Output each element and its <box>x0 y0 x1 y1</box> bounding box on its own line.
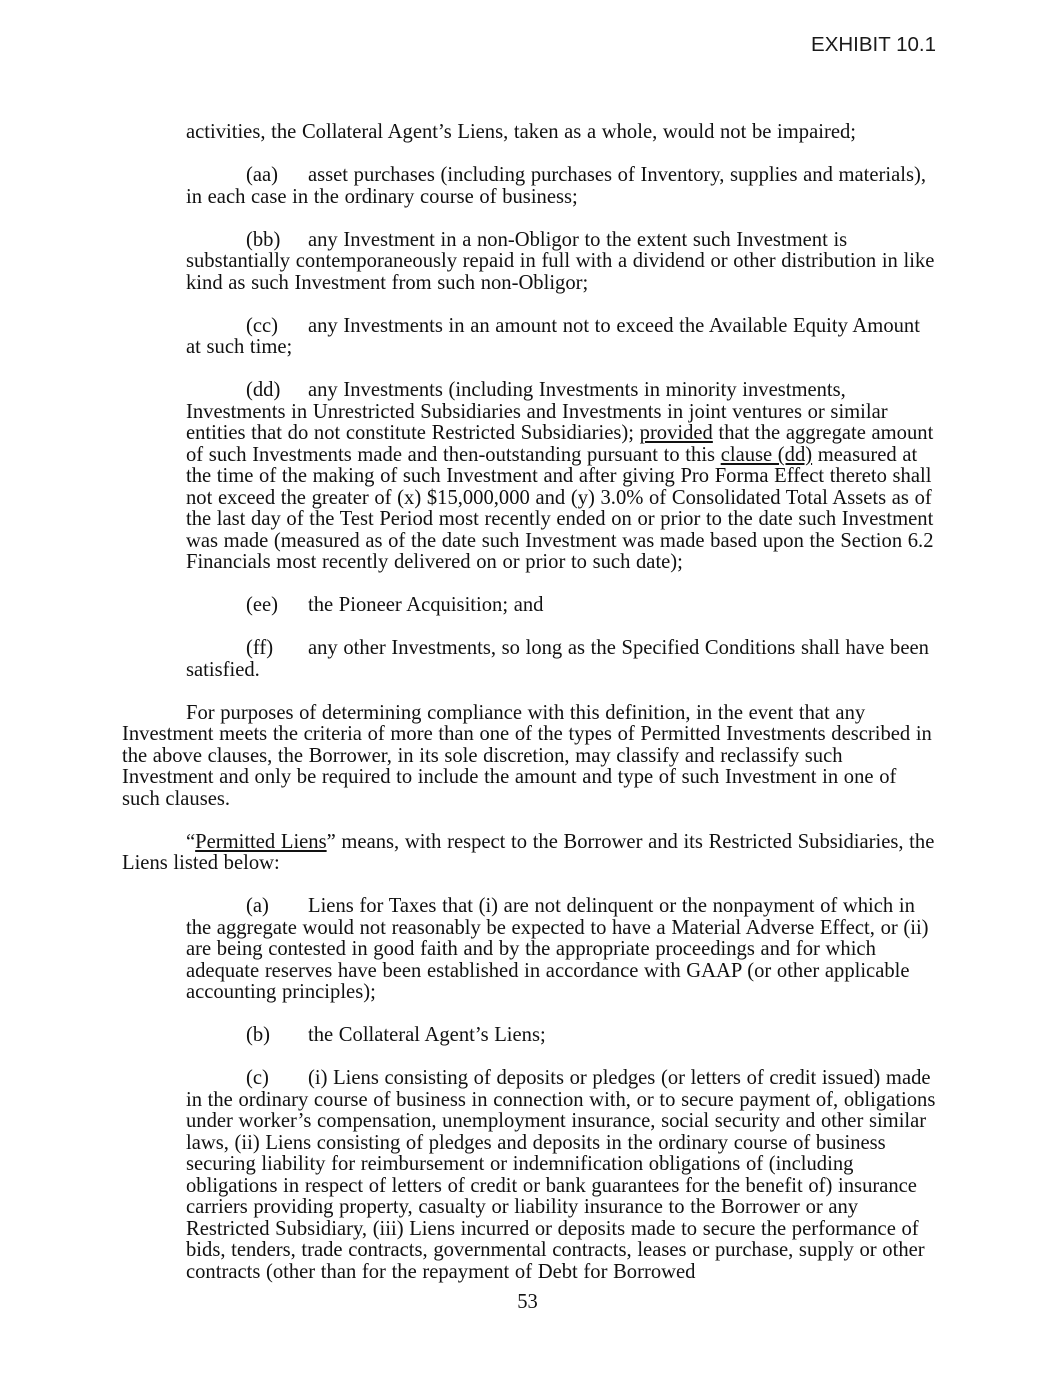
clause-paragraph <box>186 1068 936 1283</box>
document-body <box>122 122 936 1283</box>
clause-label: (a) <box>246 895 269 917</box>
text-run: any other Investments, so long as the Specified Conditions shall have been satisfied. <box>186 637 929 681</box>
exhibit-header: EXHIBIT 10.1 <box>811 33 936 56</box>
text-run: measured at the time of the making of such Investment and after giving Pro Forma Effect thereto shall not exceed the greater of (x) $15,000,000 and (y) 3.0% of Consolidated Total Assets as of the last day of the Test Period most recently ended on or prior to the date such Investment was made (measured as of the date such Investment was made based upon the Section 6.2 Financials most recently delivered on or prior to such date); <box>186 443 934 573</box>
paragraph <box>122 832 936 875</box>
clause-paragraph <box>186 165 936 208</box>
text-run: any Investments (including Investments in minority investments, Investments in Unrestricted Subsidiaries and Investments in joint ventures or similar entities that do not constitute Restricted Subsidiaries); <box>186 379 888 444</box>
clause-paragraph <box>186 595 936 617</box>
text-run: that the aggregate amount of such Investments made and then-outstanding pursuant to this <box>186 422 934 466</box>
text-run: (i) Liens consisting of deposits or pledges (or letters of credit issued) made in the ordinary course of business in connection with, or to secure payment of, obligations under worker’s compensation, unemployment insurance, social security and other similar laws, (ii) Liens consisting of pledges and deposits in the ordinary course of business securing liability for reimbursement or indemnification obligations of (including obligations in respect of letters of credit or bank guarantees for the benefit of) insurance carriers providing property, casualty or liability insurance to the Borrower or any Restricted Subsidiary, (iii) Liens incurred or deposits made to secure the performance of bids, tenders, trade contracts, governmental contracts, leases or purchase, supply or other contracts (other than for the repayment of Debt for Borrowed <box>186 1067 936 1283</box>
text-run: ” means, with respect to the Borrower and its Restricted Subsidiaries, the Liens listed below: <box>122 830 935 874</box>
text-run: For purposes of determining compliance with this definition, in the event that any Investment meets the criteria of more than one of the types of Permitted Investments described in the above clauses, the Borrower, in its sole discretion, may classify and reclassify such Investment and only be required to include the amount and type of such Investment in one of such clauses. <box>122 701 932 810</box>
clause-label: (c) <box>246 1067 269 1089</box>
text-run: any Investments in an amount not to exceed the Available Equity Amount at such time; <box>186 314 920 358</box>
clause-paragraph <box>186 638 936 681</box>
text-run: asset purchases (including purchases of Inventory, supplies and materials), in each case in the ordinary course of business; <box>186 164 927 208</box>
clause-label: (dd) <box>246 379 281 401</box>
text-run: “ <box>186 830 196 853</box>
clause-paragraph <box>186 230 936 295</box>
paragraph <box>122 703 936 811</box>
document-page <box>0 34 1055 1399</box>
clause-paragraph <box>186 380 936 574</box>
clause-paragraph <box>186 316 936 359</box>
text-run: any Investment in a non-Obligor to the extent such Investment is substantially contemporaneously repaid in full with a dividend or other distribution in like kind as such Investment from such non-Obligor; <box>186 228 935 294</box>
clause-label: (cc) <box>246 314 278 337</box>
clause-paragraph <box>186 896 936 1004</box>
paragraph <box>186 122 936 144</box>
clause-label: (bb) <box>246 228 281 251</box>
clause-label: (b) <box>246 1024 271 1046</box>
clause-label: (ff) <box>246 637 274 659</box>
underlined-term: provided <box>639 422 713 444</box>
underlined-term: Permitted Liens <box>195 830 327 853</box>
text-run: Liens for Taxes that (i) are not delinquent or the nonpayment of which in the aggregate would not reasonably be expected to have a Material Adverse Effect, or (ii) are being contested in good faith and by the appropriate proceedings and for which adequate reserves have been established in accordance with GAAP (or other applicable accounting principles); <box>186 895 929 1003</box>
page-number: 53 <box>517 1291 538 1313</box>
clause-label: (ee) <box>246 594 278 616</box>
clause-label: (aa) <box>246 164 278 186</box>
text-run: the Collateral Agent’s Liens; <box>308 1024 546 1046</box>
text-run: the Pioneer Acquisition; and <box>308 594 544 616</box>
underlined-term: clause (dd) <box>720 443 813 466</box>
clause-paragraph <box>186 1025 936 1047</box>
text-run: activities, the Collateral Agent’s Liens, taken as a whole, would not be impaired; <box>186 121 856 143</box>
